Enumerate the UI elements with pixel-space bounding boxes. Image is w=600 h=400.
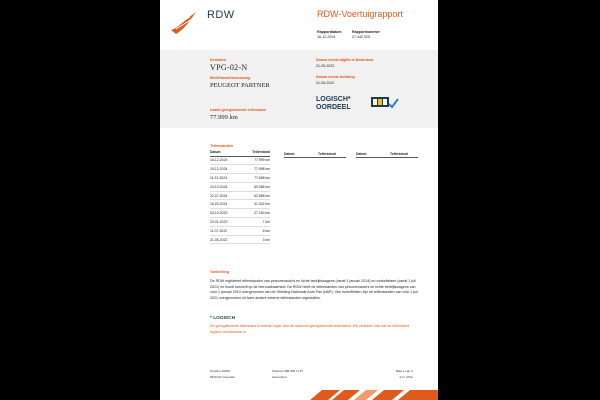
row-date: 11-12-2024 <box>210 174 240 183</box>
rdw-logo-icon <box>168 8 200 38</box>
nap-logo-icon <box>371 96 399 108</box>
row-date: 03-10-2023 <box>210 209 240 218</box>
footer-blad: Blad 1 van 3 <box>396 369 413 373</box>
eerste-nl-label: Datum eerste afgifte in Nederland <box>316 58 374 62</box>
rapportdatum-label: Rapportdatum <box>317 30 342 34</box>
footer-web[interactable] <box>272 374 303 380</box>
footer-address <box>210 368 235 380</box>
row-date: 24-10-2024 <box>210 182 240 191</box>
footer-plaats: 9640 RA Veendam <box>210 375 236 379</box>
row-km: 3 km <box>240 235 270 244</box>
row-km: 27.150 km <box>240 209 270 218</box>
rapportnummer-label: Rapportnummer <box>352 30 380 34</box>
verdict-line1: LOGISCH* <box>316 96 351 103</box>
kenteken-value: VPG-02-N <box>210 63 248 72</box>
col3-datum: Datum <box>356 152 367 156</box>
table-row <box>210 191 270 200</box>
row-km: 77.999 km <box>240 156 270 165</box>
row-km: 69.086 km <box>240 182 270 191</box>
verdict-line2: OORDEEL <box>316 104 351 111</box>
col3-divider <box>356 157 418 158</box>
row-km: 62.856 km <box>240 191 270 200</box>
footer-telefoon: Telefoon 088 008 71 8* <box>272 369 303 373</box>
col-tellerstand: Tellerstand <box>240 150 270 156</box>
row-km: 77.998 km <box>240 165 270 174</box>
rapportdatum-value: 16-12-2024 <box>317 35 336 39</box>
col2-tellerstand: Tellerstand <box>318 152 336 156</box>
history-title: Tellerstanden <box>210 144 234 148</box>
table-row <box>210 209 270 218</box>
col3-tellerstand: Tellerstand <box>390 152 408 156</box>
merk-label: Merk/Handelsbenaming <box>210 76 251 80</box>
logisch-note: De geregistreerde tellerstand is steeds hoger dan de daarvoor geregistreerde tellerstand. Wij verklaren dan dat de tellerstand logisch verklaarbaar is. <box>210 324 409 334</box>
row-km: 41.942 km <box>240 200 270 209</box>
footer-code: 3.0 / 470a <box>399 375 413 379</box>
km-label: Laatst geregistreerde tellerstand <box>210 108 266 112</box>
verdict <box>316 96 351 112</box>
table-row <box>210 235 270 244</box>
row-date: 11-07-2022 <box>210 226 240 235</box>
table-row <box>210 174 270 183</box>
km-value: 77.999 km <box>210 114 238 121</box>
logisch-heading: * LOGISCH <box>210 316 236 321</box>
row-date: 22-07-2024 <box>210 191 240 200</box>
col2-divider <box>284 157 346 158</box>
toelichting-body: De RDW registreert tellerstanden van personenauto's en lichte bedrijfswagens (vanaf 1 januari 2014) en motorfietsen (vanaf 1 juli 2021) en houdt toezicht op de betrouwbaarheid. De RDW heeft de tellerstanden van personenauto's en lichte bedrijfswagens van vóór 1 januari 2014 overgenomen van de Stichting Nationale Auto Pas (NAP). Van motorfietsen zijn de tellerstanden van vóór 1 juli 2021 overgenomen uit twee andere externe tellerstanden registraties. <box>210 279 418 300</box>
kenteken-label: Kenteken <box>210 58 227 62</box>
footer-web-link[interactable]: www.rdw.nl <box>272 375 288 379</box>
row-date: 21-05-2022 <box>210 235 240 244</box>
row-date: 16-03-2024 <box>210 200 240 209</box>
eerste-toel-label: Datum eerste toelating <box>316 75 355 79</box>
row-date: 16-12-2024 <box>210 156 240 165</box>
row-km: 7 km <box>240 218 270 227</box>
table-row <box>210 165 270 174</box>
table-row <box>210 182 270 191</box>
rapportnummer-block <box>352 30 380 40</box>
footer-page <box>396 368 413 380</box>
eerste-nl-value: 31-05-2022 <box>316 64 335 68</box>
col-datum: Datum <box>210 150 240 156</box>
table-row <box>210 226 270 235</box>
brand-name: RDW <box>207 9 235 21</box>
table-row <box>210 156 270 165</box>
rapportdatum-block <box>317 30 342 40</box>
footer-contact <box>272 368 303 380</box>
eerste-toel-value: 31-05-2022 <box>316 81 335 85</box>
col2-datum: Datum <box>284 152 295 156</box>
toelichting-title: Toelichting <box>210 270 229 274</box>
merk-value: PEUGEOT PARTNER <box>210 82 270 89</box>
report-page <box>160 0 438 400</box>
table-row <box>210 200 270 209</box>
row-km: 6 km <box>240 226 270 235</box>
vehicle-summary-band <box>160 50 438 128</box>
footer-stripe-decoration <box>160 386 438 400</box>
row-km: 77.698 km <box>240 174 270 183</box>
history-table <box>210 150 270 244</box>
row-date: 15-12-2024 <box>210 165 240 174</box>
rapportnummer-value: 27.442.025 <box>352 35 370 39</box>
report-title: RDW-Voertuigrapport <box>317 9 403 19</box>
table-row <box>210 218 270 227</box>
row-date: 23-01-2023 <box>210 218 240 227</box>
footer-postbus: Postbus 30000 <box>210 369 231 373</box>
